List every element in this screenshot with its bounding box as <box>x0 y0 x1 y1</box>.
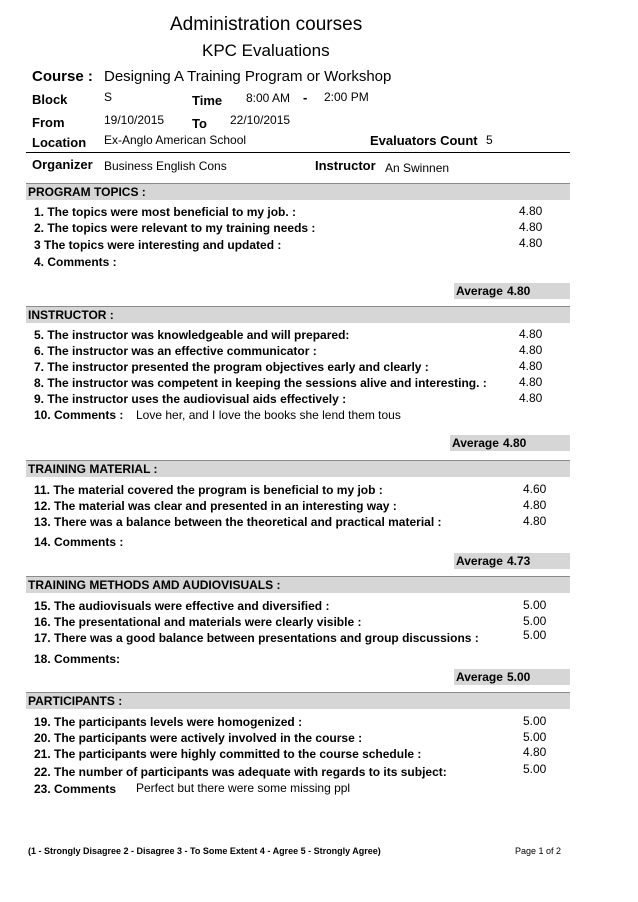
score-8: 4.80 <box>519 375 543 389</box>
comments-10-label: 10. Comments : <box>34 408 124 422</box>
time-to: 2:00 PM <box>324 90 369 104</box>
average-training-material: Average 4.73 <box>454 553 570 569</box>
page-subtitle: KPC Evaluations <box>202 41 330 60</box>
comments-14-label: 14. Comments : <box>34 535 124 549</box>
score-12: 4.80 <box>523 498 547 512</box>
score-13: 4.80 <box>523 514 547 528</box>
header-divider <box>26 152 570 153</box>
question-21: 21. The participants were highly committed to the course schedule : <box>34 747 422 761</box>
block-label: Block <box>32 92 68 107</box>
score-21: 4.80 <box>523 745 547 759</box>
to-label: To <box>192 116 207 131</box>
evaluators-value: 5 <box>486 133 493 147</box>
comments-4-label: 4. Comments : <box>34 255 117 269</box>
block-value: S <box>104 90 113 104</box>
comments-18-label: 18. Comments: <box>34 652 121 666</box>
average-training-methods: Average 5.00 <box>454 669 570 685</box>
organizer-label: Organizer <box>32 157 93 172</box>
score-17: 5.00 <box>523 628 547 642</box>
course-value: Designing A Training Program or Workshop <box>104 68 392 85</box>
question-7: 7. The instructor presented the program objectives early and clearly : <box>34 360 429 374</box>
question-6: 6. The instructor was an effective communicator : <box>34 344 317 358</box>
page-number: Page 1 of 2 <box>515 846 562 856</box>
section-header-instructor: INSTRUCTOR : <box>26 306 570 323</box>
instructor-value: An Swinnen <box>385 161 450 175</box>
from-label: From <box>32 115 65 130</box>
section-header-training-material: TRAINING MATERIAL : <box>26 460 570 477</box>
time-from: 8:00 AM <box>246 91 291 105</box>
section-header-program-topics: PROGRAM TOPICS : <box>26 183 570 200</box>
section-header-participants: PARTICIPANTS : <box>26 692 570 709</box>
location-label: Location <box>32 135 87 150</box>
location-value: Ex-Anglo American School <box>104 133 247 147</box>
comments-23-label: 23. Comments <box>34 782 117 796</box>
score-2: 4.80 <box>519 220 543 234</box>
question-19: 19. The participants levels were homogenized : <box>34 715 303 729</box>
rating-legend: (1 - Strongly Disagree 2 - Disagree 3 - To Some Extent 4 - Agree 5 - Strongly Agree) <box>28 846 381 856</box>
question-16: 16. The presentational and materials were clearly visible : <box>34 615 362 629</box>
time-separator: - <box>303 90 308 105</box>
score-9: 4.80 <box>519 391 543 405</box>
question-9: 9. The instructor uses the audiovisual aids effectively : <box>34 392 347 406</box>
score-19: 5.00 <box>523 714 547 728</box>
question-1: 1. The topics were most beneficial to my job. : <box>34 205 297 219</box>
score-20: 5.00 <box>523 730 547 744</box>
time-label: Time <box>192 93 223 108</box>
score-3: 4.80 <box>519 236 543 250</box>
score-5: 4.80 <box>519 327 543 341</box>
question-22: 22. The number of participants was adequate with regards to its subject: <box>34 765 447 779</box>
question-12: 12. The material was clear and presented in an interesting way : <box>34 499 397 513</box>
question-3: 3 The topics were interesting and updated : <box>34 238 282 252</box>
score-6: 4.80 <box>519 343 543 357</box>
question-5: 5. The instructor was knowledgeable and will prepared: <box>34 328 350 342</box>
average-instructor: Average 4.80 <box>450 435 570 451</box>
organizer-value: Business English Cons <box>104 159 227 173</box>
score-15: 5.00 <box>523 598 547 612</box>
average-program-topics: Average 4.80 <box>454 283 570 299</box>
score-1: 4.80 <box>519 204 543 218</box>
question-15: 15. The audiovisuals were effective and diversified : <box>34 599 330 613</box>
evaluators-label: Evaluators Count <box>370 133 478 148</box>
question-17: 17. There was a good balance between presentations and group discussions : <box>34 631 479 645</box>
question-20: 20. The participants were actively involved in the course : <box>34 731 363 745</box>
score-16: 5.00 <box>523 614 547 628</box>
instructor-label: Instructor <box>315 158 376 173</box>
question-13: 13. There was a balance between the theoretical and practical material : <box>34 515 442 529</box>
to-value: 22/10/2015 <box>230 113 291 127</box>
question-2: 2. The topics were relevant to my training needs : <box>34 221 316 235</box>
page-title: Administration courses <box>170 14 363 35</box>
score-11: 4.60 <box>523 482 547 496</box>
comments-10-value: Love her, and I love the books she lend them tous <box>136 408 401 422</box>
question-11: 11. The material covered the program is beneficial to my job : <box>34 483 383 497</box>
course-label: Course : <box>32 68 93 85</box>
score-7: 4.80 <box>519 359 543 373</box>
from-value: 19/10/2015 <box>104 113 165 127</box>
comments-23-value: Perfect but there were some missing ppl <box>136 781 351 795</box>
section-header-training-methods: TRAINING METHODS AMD AUDIOVISUALS : <box>26 576 570 593</box>
score-22: 5.00 <box>523 762 547 776</box>
question-8: 8. The instructor was competent in keeping the sessions alive and interesting. : <box>34 376 487 390</box>
